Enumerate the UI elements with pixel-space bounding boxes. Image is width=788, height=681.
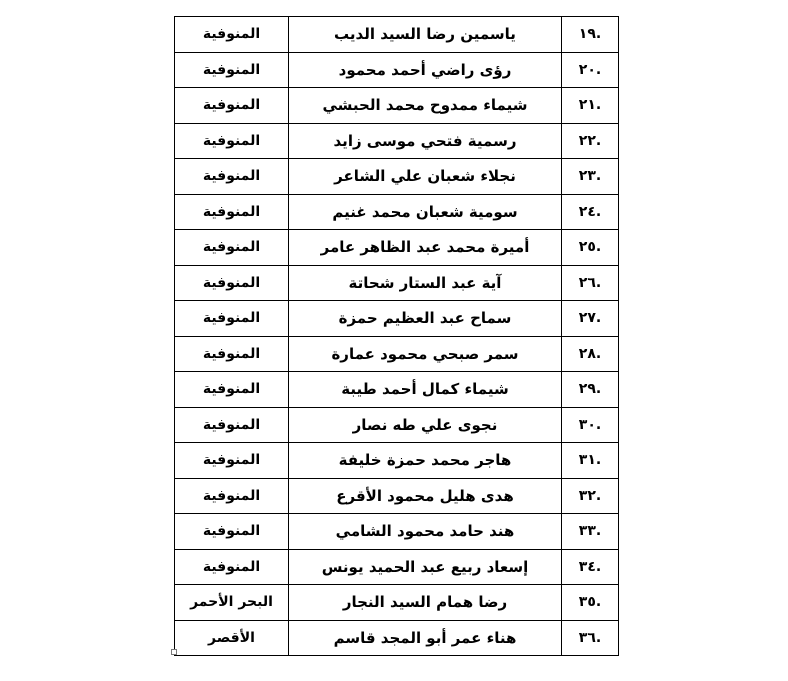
- row-number-cell: .٣٤: [562, 549, 619, 585]
- governorate-cell: المنوفية: [175, 230, 289, 266]
- governorate-cell: المنوفية: [175, 407, 289, 443]
- row-number-cell: .٣٢: [562, 478, 619, 514]
- governorate-cell: المنوفية: [175, 372, 289, 408]
- table-anchor-handle[interactable]: [171, 649, 177, 655]
- row-number-cell: .٢٧: [562, 301, 619, 337]
- row-number-cell: .٣٦: [562, 620, 619, 656]
- governorate-cell: المنوفية: [175, 549, 289, 585]
- person-name-cell: نجوى علي طه نصار: [289, 407, 562, 443]
- row-number-cell: .٢٩: [562, 372, 619, 408]
- table-row: [175, 478, 619, 514]
- row-number-cell: .٢٦: [562, 265, 619, 301]
- person-name-cell: أميرة محمد عبد الظاهر عامر: [289, 230, 562, 266]
- person-name-cell: هناء عمر أبو المجد قاسم: [289, 620, 562, 656]
- names-table: [174, 16, 619, 656]
- row-number-cell: .٢٥: [562, 230, 619, 266]
- governorate-cell: المنوفية: [175, 123, 289, 159]
- person-name-cell: هند حامد محمود الشامي: [289, 514, 562, 550]
- person-name-cell: رسمية فتحي موسى زايد: [289, 123, 562, 159]
- table-row: [175, 52, 619, 88]
- table-row: [175, 88, 619, 124]
- table-row: [175, 194, 619, 230]
- row-number-cell: .٣٣: [562, 514, 619, 550]
- table-row: [175, 620, 619, 656]
- row-number-cell: .٣٠: [562, 407, 619, 443]
- row-number-cell: .٢٠: [562, 52, 619, 88]
- person-name-cell: آية عبد الستار شحاتة: [289, 265, 562, 301]
- names-table-container: [174, 16, 619, 656]
- row-number-cell: .١٩: [562, 17, 619, 53]
- governorate-cell: المنوفية: [175, 265, 289, 301]
- row-number-cell: .٢٤: [562, 194, 619, 230]
- table-row: [175, 372, 619, 408]
- person-name-cell: سمر صبحي محمود عمارة: [289, 336, 562, 372]
- governorate-cell: البحر الأحمر: [175, 585, 289, 621]
- person-name-cell: إسعاد ربيع عبد الحميد يونس: [289, 549, 562, 585]
- table-row: [175, 301, 619, 337]
- person-name-cell: نجلاء شعبان علي الشاعر: [289, 159, 562, 195]
- person-name-cell: سماح عبد العظيم حمزة: [289, 301, 562, 337]
- governorate-cell: المنوفية: [175, 478, 289, 514]
- person-name-cell: شيماء كمال أحمد طيبة: [289, 372, 562, 408]
- person-name-cell: رؤى راضي أحمد محمود: [289, 52, 562, 88]
- row-number-cell: .٢٨: [562, 336, 619, 372]
- governorate-cell: الأقصر: [175, 620, 289, 656]
- row-number-cell: .٢٢: [562, 123, 619, 159]
- table-row: [175, 407, 619, 443]
- row-number-cell: .٣١: [562, 443, 619, 479]
- governorate-cell: المنوفية: [175, 52, 289, 88]
- table-row: [175, 549, 619, 585]
- table-row: [175, 443, 619, 479]
- row-number-cell: .٢٣: [562, 159, 619, 195]
- person-name-cell: هاجر محمد حمزة خليفة: [289, 443, 562, 479]
- row-number-cell: .٢١: [562, 88, 619, 124]
- table-row: [175, 585, 619, 621]
- person-name-cell: شيماء ممدوح محمد الحبشي: [289, 88, 562, 124]
- row-number-cell: .٣٥: [562, 585, 619, 621]
- person-name-cell: ياسمين رضا السيد الديب: [289, 17, 562, 53]
- table-row: [175, 17, 619, 53]
- person-name-cell: سومية شعبان محمد غنيم: [289, 194, 562, 230]
- names-table-body: [175, 17, 619, 656]
- table-row: [175, 230, 619, 266]
- person-name-cell: هدى هليل محمود الأقرع: [289, 478, 562, 514]
- person-name-cell: رضا همام السيد النجار: [289, 585, 562, 621]
- governorate-cell: المنوفية: [175, 17, 289, 53]
- governorate-cell: المنوفية: [175, 443, 289, 479]
- table-row: [175, 514, 619, 550]
- governorate-cell: المنوفية: [175, 514, 289, 550]
- governorate-cell: المنوفية: [175, 336, 289, 372]
- governorate-cell: المنوفية: [175, 194, 289, 230]
- table-row: [175, 159, 619, 195]
- governorate-cell: المنوفية: [175, 301, 289, 337]
- governorate-cell: المنوفية: [175, 88, 289, 124]
- governorate-cell: المنوفية: [175, 159, 289, 195]
- table-row: [175, 265, 619, 301]
- table-row: [175, 123, 619, 159]
- table-row: [175, 336, 619, 372]
